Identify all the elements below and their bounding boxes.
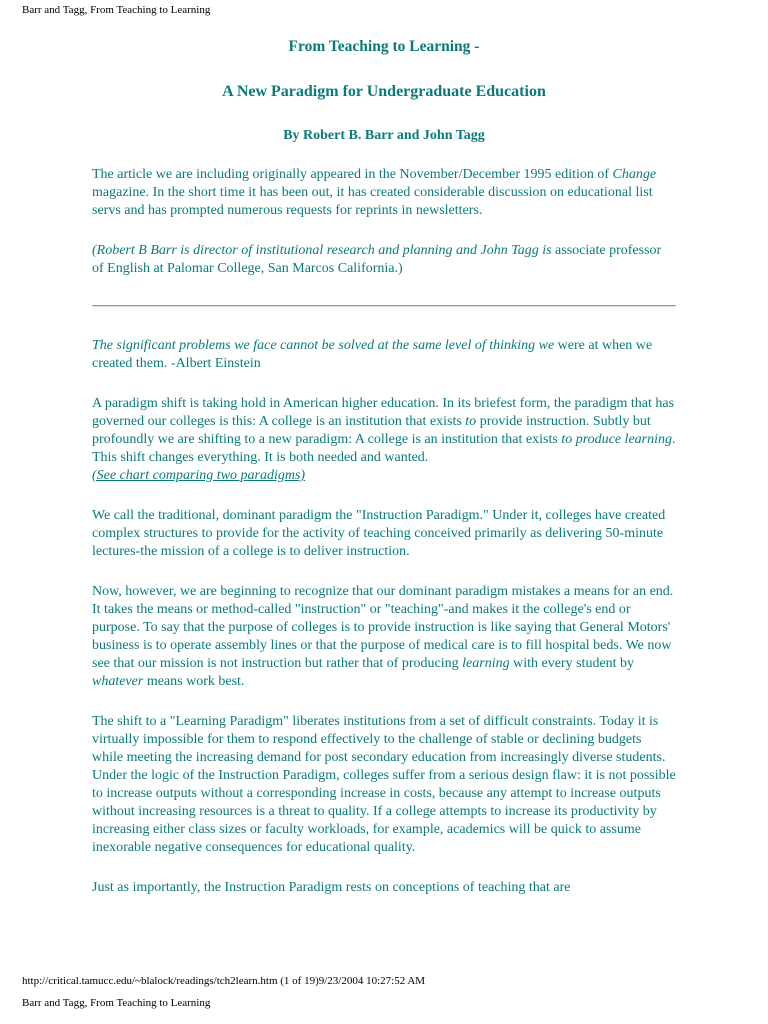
paragraph-3-text-a: Now, however, we are beginning to recognize that our dominant paradigm mistakes a means for an end. It takes the means or method-called "instruction" or "teaching"-and makes it the college's end or purpose. To say that the purpose of colleges is to provide instruction is like saying that General Motors' business is to operate assembly lines or that the purpose of medical care is to fill hospital beds. We now see that our mission is not instruction but rather that of producing <box>92 584 674 671</box>
paragraph-1-em-2: to produce learning <box>561 432 672 447</box>
epigraph-text: were at when we created them. -Albert Einstein <box>92 338 653 371</box>
author-note-text: associate professor of English at Palomar College, San Marcos California.) <box>92 243 662 276</box>
paragraph-3-em-2: whatever <box>92 674 144 689</box>
paragraph-4: The shift to a "Learning Paradigm" liberates institutions from a set of difficult constraints. Today it is virtually impossible for them to respond effectively to the challenge of stable or declining budgets while meeting the increasing demand for post secondary education from increasingly diverse students. Under the logic of the Instruction Paradigm, colleges suffer from a serious design flaw: it is not possible to increase outputs without a corresponding increase in costs, because any attempt to increase outputs without increasing resources is a threat to quality. If a college attempts to increase its productivity by increasing either class sizes or faculty workloads, for example, academics will be quick to assume inexorable negative consequences for educational quality. <box>92 714 676 855</box>
paragraph-3-em-1: learning <box>462 656 510 671</box>
paragraph-1 <box>92 395 676 485</box>
title-line-2: A New Paradigm for Undergraduate Education <box>222 83 546 100</box>
paragraph-1-em-1: to <box>465 414 477 429</box>
paragraph-1-text-c: . This shift changes everything. It is both needed and wanted. <box>92 432 676 465</box>
intro-paragraph <box>92 166 676 220</box>
paragraph-3-text-c: means work best. <box>143 674 245 689</box>
intro-text-b: magazine. In the short time it has been out, it has created considerable discussion on educational list servs and has prompted numerous requests for reprints in newsletters. <box>92 185 653 218</box>
article-content <box>92 38 676 897</box>
author-note-italic: (Robert B Barr is director of institutional research and planning and John Tagg is <box>92 243 552 258</box>
chart-comparison-link[interactable]: (See chart comparing two paradigms) <box>92 468 306 483</box>
paragraph-1-text-b: provide instruction. Subtly but profoundly we are shifting to a new paradigm: A college is an institution that exists <box>92 414 651 447</box>
paragraph-3 <box>92 583 676 691</box>
intro-magazine-name: Change <box>612 167 657 182</box>
byline: By Robert B. Barr and John Tagg <box>283 128 485 143</box>
epigraph-italic: The significant problems we face cannot be solved at the same level of thinking we <box>92 338 555 353</box>
paragraph-5: Just as importantly, the Instruction Paradigm rests on conceptions of teaching that are <box>92 880 571 895</box>
paragraph-3-text-b: with every student by <box>509 656 635 671</box>
footer-url-line: http://critical.tamucc.edu/~blalock/readings/tch2learn.htm (1 of 19)9/23/2004 10:27:52 AM <box>22 975 426 987</box>
author-note <box>92 242 676 278</box>
paragraph-1-text-a: A paradigm shift is taking hold in American higher education. In its briefest form, the paradigm that has governed our colleges is this: A college is an institution that exists <box>92 396 675 429</box>
footer-running-title: Barr and Tagg, From Teaching to Learning <box>22 997 211 1009</box>
title-line-1: From Teaching to Learning - <box>288 38 480 55</box>
intro-text-a: The article we are including originally appeared in the November/December 1995 edition of <box>92 167 613 182</box>
section-divider <box>92 305 676 307</box>
running-header: Barr and Tagg, From Teaching to Learning <box>22 4 211 16</box>
paragraph-2: We call the traditional, dominant paradigm the "Instruction Paradigm." Under it, colleges have created complex structures to provide for the activity of teaching conceived primarily as delivering 50-minute lectures-the mission of a college is to deliver instruction. <box>92 508 666 559</box>
epigraph-quote <box>92 337 676 373</box>
